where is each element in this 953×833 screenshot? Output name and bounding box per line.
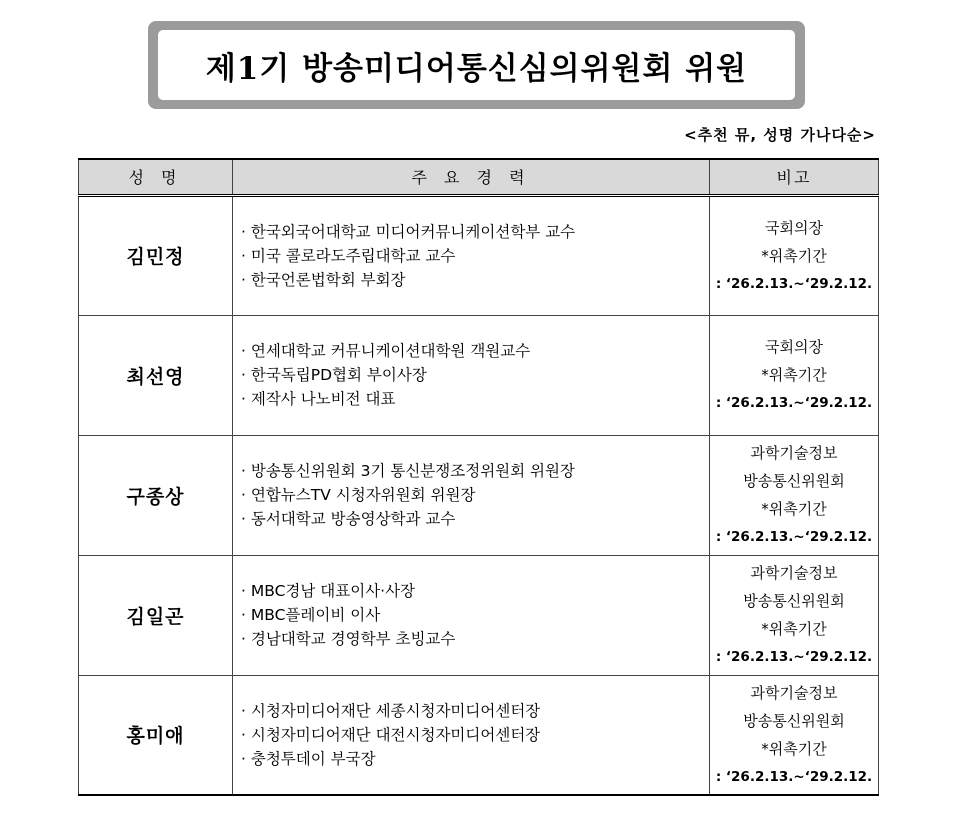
remarks-line: 방송통신위원회 [743, 472, 845, 490]
career-item: · MBC플레이비 이사 [241, 606, 381, 624]
member-remarks [710, 435, 879, 555]
career-item: · MBC경남 대표이사·사장 [241, 582, 416, 600]
career-item: · 방송통신위원회 3기 통신분쟁조정위원회 위원장 [241, 462, 575, 480]
page-title: 제1기 방송미디어통신심의위원회 위원 [205, 50, 748, 87]
career-item: · 시청자미디어재단 대전시청자미디어센터장 [241, 725, 541, 744]
career-item: · 제작사 나노비전 대표 [241, 390, 396, 408]
member-career [233, 555, 710, 675]
member-career [233, 435, 710, 555]
table-row [79, 195, 879, 315]
header-remarks: 비고 [710, 159, 879, 195]
table-row [79, 675, 879, 795]
remarks-line: 방송통신위원회 [743, 592, 845, 610]
member-name: 홍미애 [79, 675, 233, 795]
career-item: · 연합뉴스TV 시청자위원회 위원장 [241, 486, 476, 504]
remarks-line: 과학기술정보 [750, 564, 838, 582]
remarks-line: *위촉기간 [761, 739, 827, 758]
member-remarks [710, 675, 879, 795]
career-item: · 미국 콜로라도주립대학교 교수 [241, 246, 456, 265]
career-item: · 충청투데이 부국장 [241, 749, 376, 768]
member-name: 김일곤 [79, 555, 233, 675]
remarks-line: *위촉기간 [761, 366, 827, 384]
table-row [79, 315, 879, 435]
member-remarks [710, 315, 879, 435]
members-table [78, 158, 879, 796]
remarks-line: *위촉기간 [761, 500, 827, 518]
title-box-inner [158, 30, 795, 100]
career-item: · 시청자미디어재단 세종시청자미디어센터장 [241, 701, 541, 720]
remarks-line: *위촉기간 [761, 620, 827, 638]
remarks-term: : ‘26.2.13.~‘29.2.12. [715, 768, 873, 785]
member-name: 최선영 [79, 315, 233, 435]
member-name: 김민정 [79, 195, 233, 315]
remarks-term: : ‘26.2.13.~‘29.2.12. [715, 649, 873, 665]
header-career: 주 요 경 력 [233, 159, 710, 195]
career-item: · 연세대학교 커뮤니케이션대학원 객원교수 [241, 342, 531, 360]
member-career [233, 675, 710, 795]
career-item: · 한국외국어대학교 미디어커뮤니케이션학부 교수 [241, 222, 576, 241]
member-career [233, 315, 710, 435]
remarks-term: : ‘26.2.13.~‘29.2.12. [715, 529, 873, 545]
remarks-line: 과학기술정보 [750, 444, 838, 462]
remarks-line: 방송통신위원회 [743, 711, 845, 730]
sort-note: <추천 뮤, 성명 가나다순> [684, 126, 876, 144]
member-remarks [710, 195, 879, 315]
career-item: · 한국언론법학회 부회장 [241, 270, 406, 289]
member-career [233, 195, 710, 315]
remarks-line: *위촉기간 [761, 246, 827, 265]
member-remarks [710, 555, 879, 675]
header-name: 성 명 [79, 159, 233, 195]
table-header-row [79, 159, 879, 195]
career-item: · 한국독립PD협회 부이사장 [241, 366, 427, 384]
remarks-term: : ‘26.2.13.~‘29.2.12. [715, 395, 873, 411]
remarks-line: 과학기술정보 [750, 683, 838, 702]
table-row [79, 435, 879, 555]
remarks-line: 국회의장 [765, 218, 823, 237]
remarks-line: 국회의장 [765, 338, 823, 356]
career-item: · 동서대학교 방송영상학과 교수 [241, 510, 456, 528]
title-box [148, 21, 805, 109]
remarks-term: : ‘26.2.13.~‘29.2.12. [715, 275, 873, 292]
career-item: · 경남대학교 경영학부 초빙교수 [241, 630, 456, 648]
member-name: 구종상 [79, 435, 233, 555]
table-row [79, 555, 879, 675]
